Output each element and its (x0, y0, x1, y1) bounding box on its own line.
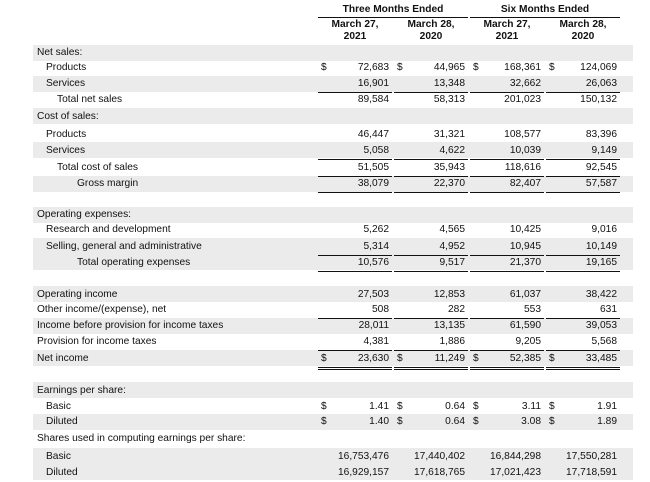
table-row (0, 415, 650, 431)
value-cell (318, 161, 392, 177)
table-row (0, 77, 650, 93)
value-cell (470, 466, 544, 481)
currency-symbol: $ (397, 62, 403, 73)
cell-value: 16,844,298 (490, 451, 541, 462)
value-cell (394, 223, 468, 238)
value-cell (318, 240, 392, 256)
value-cell (394, 400, 468, 415)
value-cell (394, 161, 468, 177)
column-header-date: March 27, (483, 19, 531, 30)
table-row (0, 432, 650, 448)
cell-value: 5,262 (363, 224, 389, 235)
row-label: Services (46, 78, 86, 89)
cell-value: 282 (448, 304, 465, 315)
table-row (0, 223, 650, 239)
value-cell (318, 466, 392, 481)
currency-symbol: $ (321, 62, 327, 73)
value-cell (470, 177, 544, 193)
value-cell (470, 223, 544, 238)
cell-value: 61,590 (509, 320, 541, 331)
value-cell (546, 415, 620, 430)
value-cell (394, 450, 468, 465)
value-cell (470, 128, 544, 143)
row-label: Net income (37, 353, 89, 364)
value-cell (394, 144, 468, 160)
currency-symbol: $ (321, 353, 327, 364)
cell-value: 26,063 (585, 78, 617, 89)
value-cell (546, 400, 620, 415)
cell-value: 46,447 (357, 129, 389, 140)
value-cell (546, 303, 620, 319)
cell-value: 17,718,591 (566, 467, 617, 478)
value-cell (546, 335, 620, 351)
value-cell (394, 240, 468, 256)
value-cell (470, 303, 544, 319)
cell-value: 0.64 (445, 416, 465, 427)
table-row (0, 384, 650, 400)
currency-symbol: $ (473, 353, 479, 364)
group-header-six-months: Six Months Ended (470, 4, 620, 18)
cell-value: 83,396 (585, 129, 617, 140)
cell-value: 72,683 (357, 62, 389, 73)
column-header-year: 2021 (495, 31, 519, 42)
value-cell (470, 161, 544, 177)
currency-symbol: $ (549, 62, 555, 73)
cell-value: 168,361 (504, 62, 541, 73)
cell-value: 13,135 (433, 320, 465, 331)
cell-value: 52,385 (509, 353, 541, 364)
row-label: Total operating expenses (77, 257, 191, 268)
cell-value: 17,550,281 (566, 451, 617, 462)
row-label: Operating income (37, 289, 118, 300)
value-cell (546, 223, 620, 238)
currency-symbol: $ (397, 401, 403, 412)
row-label: Diluted (46, 467, 78, 478)
column-header (318, 19, 392, 46)
cell-value: 17,618,765 (414, 467, 465, 478)
value-cell (546, 319, 620, 334)
value-cell (318, 415, 392, 430)
table-row (0, 144, 650, 160)
value-cell (394, 335, 468, 351)
cell-value: 0.64 (445, 401, 465, 412)
row-label: Other income/(expense), net (37, 304, 167, 315)
table-row (0, 288, 650, 304)
value-cell (394, 466, 468, 481)
value-cell (394, 415, 468, 430)
table-row (0, 335, 650, 351)
cell-value: 9,205 (515, 336, 541, 347)
currency-symbol: $ (321, 401, 327, 412)
cell-value: 16,901 (357, 78, 389, 89)
table-row (0, 93, 650, 109)
cell-value: 118,616 (504, 162, 541, 173)
value-cell (546, 144, 620, 160)
value-cell (470, 93, 544, 108)
value-cell (394, 77, 468, 93)
value-cell (318, 177, 392, 193)
currency-symbol: $ (473, 62, 479, 73)
cell-value: 9,149 (591, 145, 617, 156)
cell-value: 10,945 (509, 241, 541, 252)
column-header (546, 19, 620, 46)
currency-symbol: $ (321, 416, 327, 427)
value-cell (546, 77, 620, 93)
value-cell (318, 93, 392, 108)
value-cell (546, 177, 620, 193)
cell-value: 124,069 (580, 62, 617, 73)
value-cell (318, 335, 392, 351)
value-cell (318, 128, 392, 143)
row-label: Operating expenses: (37, 209, 132, 220)
cell-value: 4,565 (439, 224, 465, 235)
value-cell (546, 256, 620, 272)
cell-value: 1.40 (369, 416, 389, 427)
value-cell (546, 161, 620, 177)
cell-value: 4,952 (439, 241, 465, 252)
table-row (0, 450, 650, 466)
cell-value: 23,630 (357, 353, 389, 364)
value-cell (318, 352, 392, 370)
table-row (0, 256, 650, 272)
cell-value: 51,505 (357, 162, 389, 173)
value-cell (394, 93, 468, 108)
cell-value: 3.08 (521, 416, 541, 427)
cell-value: 16,753,476 (338, 451, 389, 462)
cell-value: 17,440,402 (414, 451, 465, 462)
row-label: Research and development (46, 224, 171, 235)
value-cell (470, 144, 544, 160)
value-cell (470, 61, 544, 76)
column-header (470, 19, 544, 46)
value-cell (546, 466, 620, 481)
cell-value: 3.11 (521, 401, 541, 412)
cell-value: 39,053 (585, 320, 617, 331)
cell-value: 108,577 (504, 129, 541, 140)
row-label: Products (46, 62, 87, 73)
cell-value: 22,370 (433, 178, 465, 189)
value-cell (394, 61, 468, 76)
row-label: Net sales: (37, 47, 83, 58)
value-cell (546, 93, 620, 108)
value-cell (470, 240, 544, 256)
cell-value: 5,058 (363, 145, 389, 156)
table-row (0, 46, 650, 62)
table-row (0, 61, 650, 77)
table-row (0, 352, 650, 368)
cell-value: 44,965 (433, 62, 465, 73)
value-cell (546, 288, 620, 303)
cell-value: 1.91 (597, 401, 617, 412)
row-label: Basic (46, 401, 71, 412)
row-label: Gross margin (77, 178, 139, 189)
value-cell (394, 303, 468, 319)
cell-value: 32,662 (509, 78, 541, 89)
value-cell (546, 128, 620, 143)
row-label: Cost of sales: (37, 111, 99, 122)
cell-value: 13,348 (433, 78, 465, 89)
table-row (0, 128, 650, 144)
cell-value: 10,425 (509, 224, 541, 235)
cell-value: 38,422 (585, 289, 617, 300)
currency-symbol: $ (549, 416, 555, 427)
cell-value: 57,587 (585, 178, 617, 189)
value-cell (394, 288, 468, 303)
cell-value: 38,079 (357, 178, 389, 189)
cell-value: 9,517 (439, 257, 465, 268)
value-cell (546, 240, 620, 256)
column-header-year: 2020 (419, 31, 443, 42)
cell-value: 11,249 (434, 353, 465, 364)
cell-value: 61,037 (509, 289, 541, 300)
value-cell (318, 223, 392, 238)
table-row (0, 303, 650, 319)
cell-value: 31,321 (433, 129, 465, 140)
cell-value: 10,149 (585, 241, 617, 252)
cell-value: 12,853 (433, 289, 465, 300)
cell-value: 35,943 (433, 162, 465, 173)
cell-value: 33,485 (585, 353, 617, 364)
value-cell (470, 256, 544, 272)
currency-symbol: $ (397, 416, 403, 427)
value-cell (546, 450, 620, 465)
cell-value: 89,584 (357, 94, 389, 105)
cell-value: 21,370 (509, 257, 541, 268)
cell-value: 508 (372, 304, 389, 315)
currency-symbol: $ (549, 401, 555, 412)
value-cell (470, 335, 544, 351)
row-label: Selling, general and administrative (46, 241, 202, 252)
table-row (0, 466, 650, 482)
column-header-date: March 27, (331, 19, 379, 30)
value-cell (394, 256, 468, 272)
value-cell (394, 177, 468, 193)
cell-value: 1.41 (369, 401, 389, 412)
cell-value: 150,132 (580, 94, 617, 105)
value-cell (470, 288, 544, 303)
value-cell (318, 61, 392, 76)
value-cell (318, 256, 392, 272)
cell-value: 58,313 (433, 94, 465, 105)
cell-value: 553 (524, 304, 541, 315)
cell-value: 16,929,157 (338, 467, 389, 478)
currency-symbol: $ (473, 401, 479, 412)
value-cell (546, 61, 620, 76)
column-header (394, 19, 468, 46)
table-row (0, 208, 650, 224)
cell-value: 10,039 (509, 145, 541, 156)
table-row (0, 161, 650, 177)
value-cell (318, 77, 392, 93)
column-header-date: March 28, (407, 19, 455, 30)
value-cell (470, 450, 544, 465)
cell-value: 631 (600, 304, 617, 315)
value-cell (318, 288, 392, 303)
column-header-year: 2020 (571, 31, 595, 42)
value-cell (470, 319, 544, 334)
group-header-three-months: Three Months Ended (318, 4, 468, 18)
row-label: Total cost of sales (57, 162, 138, 173)
row-label: Provision for income taxes (37, 336, 157, 347)
value-cell (318, 450, 392, 465)
value-cell (546, 352, 620, 370)
value-cell (318, 319, 392, 334)
row-label: Total net sales (57, 94, 123, 105)
table-row (0, 240, 650, 256)
value-cell (470, 77, 544, 93)
row-label: Earnings per share: (37, 385, 126, 396)
cell-value: 10,576 (357, 257, 389, 268)
row-label: Shares used in computing earnings per share: (37, 433, 246, 444)
cell-value: 17,021,423 (490, 467, 541, 478)
cell-value: 19,165 (585, 257, 617, 268)
table-row (0, 177, 650, 193)
value-cell (470, 400, 544, 415)
row-label: Services (46, 145, 86, 156)
table-row (0, 110, 650, 126)
cell-value: 27,503 (357, 289, 389, 300)
table-row (0, 400, 650, 416)
value-cell (470, 352, 544, 370)
value-cell (394, 128, 468, 143)
cell-value: 5,314 (363, 241, 389, 252)
value-cell (318, 144, 392, 160)
column-header-year: 2021 (343, 31, 367, 42)
cell-value: 5,568 (591, 336, 617, 347)
row-label: Income before provision for income taxes (37, 320, 224, 331)
cell-value: 82,407 (509, 178, 541, 189)
row-label: Basic (46, 451, 71, 462)
cell-value: 4,622 (439, 145, 465, 156)
cell-value: 92,545 (585, 162, 617, 173)
value-cell (318, 303, 392, 319)
cell-value: 1,886 (439, 336, 465, 347)
value-cell (394, 319, 468, 334)
value-cell (470, 415, 544, 430)
currency-symbol: $ (473, 416, 479, 427)
currency-symbol: $ (549, 353, 555, 364)
currency-symbol: $ (397, 353, 403, 364)
cell-value: 201,023 (504, 94, 541, 105)
value-cell (318, 400, 392, 415)
cell-value: 9,016 (591, 224, 617, 235)
cell-value: 1.89 (597, 416, 617, 427)
row-label: Diluted (46, 416, 78, 427)
cell-value: 28,011 (358, 320, 389, 331)
row-label: Products (46, 129, 87, 140)
cell-value: 4,381 (363, 336, 389, 347)
value-cell (394, 352, 468, 370)
column-header-date: March 28, (559, 19, 607, 30)
table-row (0, 319, 650, 335)
